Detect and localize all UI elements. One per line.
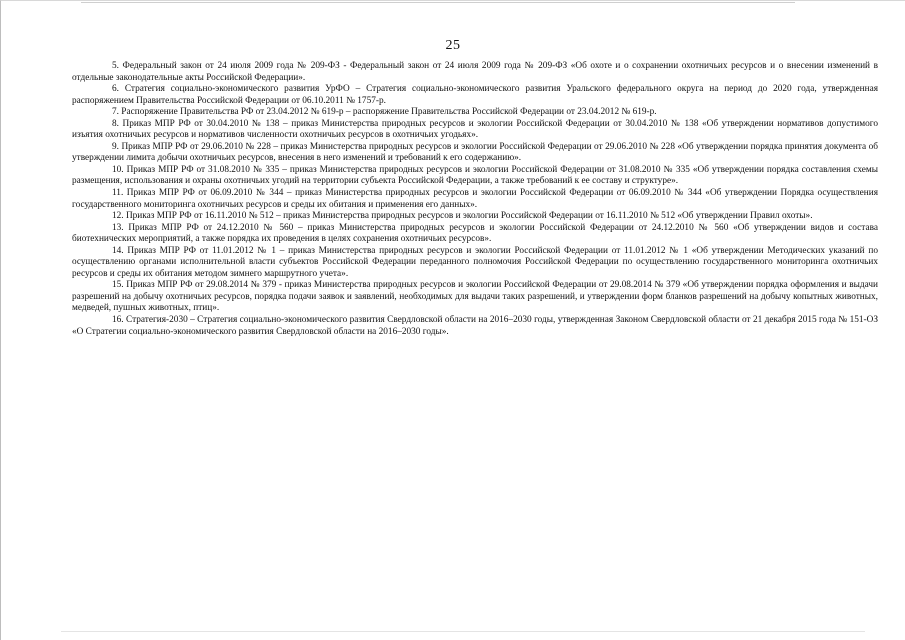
reference-entry-7: 7. Распоряжение Правительства РФ от 23.04.2012 № 619-р – распоряжение Правительства Российской Федерации от 23.04.2012 № 619-р. [112, 107, 657, 118]
reference-entry-15: 15. Приказ МПР РФ от 29.08.2014 № 379 - приказ Министерства природных ресурсов и экологии Российской Федерации от 29.08.2014 № 379 «Об утверждении порядка оформления и выдачи разрешений на добычу охотничьих ресурсов, порядка подачи заявок и заявлений, необходимых для выдачи таких разрешений, и утверждении форм бланков разрешений на добычу копытных животных, медведей, пушных животных, птиц». [72, 280, 878, 314]
reference-entry-11: 11. Приказ МПР РФ от 06.09.2010 № 344 – приказ Министерства природных ресурсов и экологии Российской Федерации от 06.09.2010 № 344 «Об утверждении Порядка осуществления государственного мониторинга охотничьих ресурсов и среды их обитания и применения его данных». [72, 188, 878, 210]
page-number: 25 [445, 38, 461, 53]
reference-entry-10: 10. Приказ МПР РФ от 31.08.2010 № 335 – приказ Министерства природных ресурсов и экологии Российской Федерации от 31.08.2010 № 335 «Об утверждении порядка составления схемы размещения, использования и охраны охотничьих угодий на территории субъекта Российской Федерации, а также требований к ее составу и структуре». [72, 164, 878, 187]
reference-entry-9: 9. Приказ МПР РФ от 29.06.2010 № 228 – приказ Министерства природных ресурсов и экологии Российской Федерации от 29.06.2010 № 228 «Об утверждении порядка принятия документа об утверждении лимита добычи охотничьих ресурсов, внесения в него изменений и требований к его содержанию». [72, 141, 878, 164]
reference-entry-16: 16. Стратегия-2030 – Стратегия социально-экономического развития Свердловской области на 2016–2030 годы, утвержденная Законом Свердловской области от 21 декабря 2015 года № 151-ОЗ «О Стратегии социально-экономического развития Свердловской области на 2016–2030 годы». [72, 315, 878, 337]
references-list [72, 61, 878, 338]
reference-entry-14: 14. Приказ МПР РФ от 11.01.2012 № 1 – приказ Министерства природных ресурсов и экологии Российской Федерации от 11.01.2012 № 1 «Об утверждении Методических указаний по осуществлению органами исполнительной власти субъектов Российской Федерации переданного полномочия Российской Федерации по осуществлению государственного мониторинга охотничьих ресурсов и среды их обитания методом зимнего маршрутного учета». [72, 245, 878, 279]
reference-entry-13: 13. Приказ МПР РФ от 24.12.2010 № 560 – приказ Министерства природных ресурсов и экологии Российской Федерации от 24.12.2010 № 560 «Об утверждении видов и состава биотехнических мероприятий, а также порядка их проведения в целях сохранения охотничьих ресурсов». [72, 222, 878, 245]
scan-edge-top [81, 2, 795, 3]
scan-edge-bottom [61, 631, 865, 632]
reference-entry-12: 12. Приказ МПР РФ от 16.11.2010 № 512 – приказ Министерства природных ресурсов и экологии Российской Федерации от 16.11.2010 № 512 «Об утверждении Правил охоты». [112, 211, 813, 222]
reference-entry-6: 6. Стратегия социально-экономического развития УрФО – Стратегия социально-экономического развития Уральского федерального округа на период до 2020 года, утвержденная распоряжением Правительства Российской Федерации от 06.10.2011 № 1757-р. [72, 84, 878, 106]
reference-entry-8: 8. Приказ МПР РФ от 30.04.2010 № 138 – приказ Министерства природных ресурсов и экологии Российской Федерации от 30.04.2010 № 138 «Об утверждении нормативов допустимого изъятия охотничьих ресурсов и нормативов численности охотничьих ресурсов в охотничьих угодьях». [72, 118, 878, 141]
reference-entry-5: 5. Федеральный закон от 24 июля 2009 года № 209-ФЗ - Федеральный закон от 24 июля 2009 года № 209-ФЗ «Об охоте и о сохранении охотничьих ресурсов и о внесении изменений в отдельные законодательные акты Российской Федерации». [72, 61, 878, 83]
